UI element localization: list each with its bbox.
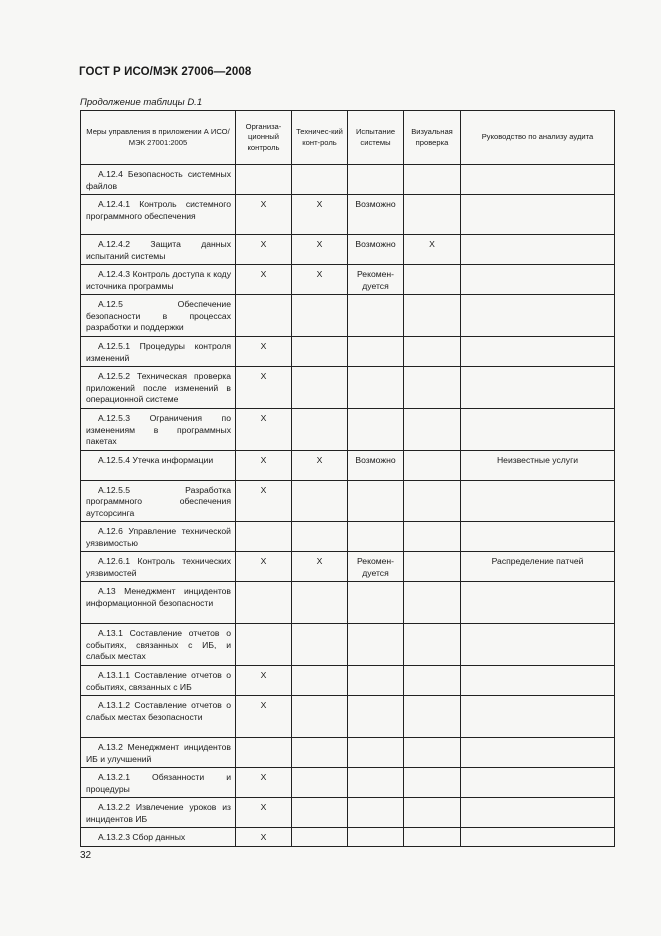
header-visual-check: Визуальная проверка [404, 111, 461, 165]
technical-cell: X [292, 450, 348, 480]
table-row [81, 624, 615, 666]
visual-check-cell [404, 367, 461, 409]
organizational-cell: X [236, 768, 292, 798]
measure-cell: A.12.4.1 Контроль системного программного обеспечения [81, 195, 236, 235]
table-row [81, 480, 615, 522]
table-row [81, 666, 615, 696]
system-test-cell: Рекомен-дуется [348, 552, 404, 582]
system-test-cell [348, 337, 404, 367]
page-number: 32 [80, 850, 92, 861]
organizational-cell: X [236, 798, 292, 828]
audit-guidance-cell [461, 235, 615, 265]
technical-cell [292, 828, 348, 847]
table-row [81, 522, 615, 552]
audit-guidance-cell [461, 337, 615, 367]
system-test-cell [348, 367, 404, 409]
technical-cell [292, 738, 348, 768]
audit-guidance-cell [461, 265, 615, 295]
organizational-cell [236, 624, 292, 666]
system-test-cell [348, 409, 404, 451]
audit-guidance-cell [461, 666, 615, 696]
visual-check-cell [404, 828, 461, 847]
measure-cell: A.12.5.2 Техническая проверка приложений после изменений в операционной системе [81, 367, 236, 409]
system-test-cell [348, 165, 404, 195]
system-test-cell [348, 768, 404, 798]
visual-check-cell [404, 696, 461, 738]
technical-cell: X [292, 552, 348, 582]
table-header-row [81, 111, 615, 165]
system-test-cell: Возможно [348, 235, 404, 265]
audit-guidance-cell: Неизвестные услуги [461, 450, 615, 480]
table-row [81, 337, 615, 367]
audit-guidance-cell [461, 480, 615, 522]
organizational-cell: X [236, 195, 292, 235]
visual-check-cell [404, 450, 461, 480]
visual-check-cell [404, 552, 461, 582]
organizational-cell [236, 738, 292, 768]
visual-check-cell [404, 337, 461, 367]
measure-cell: A.13.2.3 Сбор данных [81, 828, 236, 847]
organizational-cell: X [236, 480, 292, 522]
system-test-cell [348, 582, 404, 624]
organizational-cell: X [236, 450, 292, 480]
header-system-test: Испытание системы [348, 111, 404, 165]
visual-check-cell [404, 624, 461, 666]
visual-check-cell [404, 666, 461, 696]
measure-cell: A.12.5.1 Процедуры контроля изменений [81, 337, 236, 367]
audit-guidance-cell [461, 165, 615, 195]
table-row [81, 582, 615, 624]
system-test-cell [348, 522, 404, 552]
technical-cell [292, 295, 348, 337]
audit-guidance-cell [461, 624, 615, 666]
organizational-cell: X [236, 235, 292, 265]
table-row [81, 738, 615, 768]
table-row [81, 295, 615, 337]
system-test-cell [348, 828, 404, 847]
system-test-cell [348, 624, 404, 666]
table-row [81, 828, 615, 847]
organizational-cell: X [236, 828, 292, 847]
visual-check-cell [404, 195, 461, 235]
document-title: ГОСТ Р ИСО/МЭК 27006—2008 [79, 66, 252, 78]
audit-guidance-cell [461, 195, 615, 235]
technical-cell [292, 367, 348, 409]
system-test-cell [348, 798, 404, 828]
audit-guidance-cell [461, 582, 615, 624]
header-measures: Меры управления в приложении А ИСО/МЭК 27001:2005 [81, 111, 236, 165]
system-test-cell: Рекомен-дуется [348, 265, 404, 295]
table-row [81, 768, 615, 798]
organizational-cell [236, 165, 292, 195]
table-row [81, 450, 615, 480]
table-row [81, 265, 615, 295]
visual-check-cell [404, 295, 461, 337]
header-audit-guidance: Руководство по анализу аудита [461, 111, 615, 165]
organizational-cell [236, 295, 292, 337]
technical-cell [292, 409, 348, 451]
visual-check-cell [404, 165, 461, 195]
visual-check-cell [404, 480, 461, 522]
header-technical: Техничес-кий конт-роль [292, 111, 348, 165]
measure-cell: A.12.4.2 Защита данных испытаний системы [81, 235, 236, 265]
system-test-cell [348, 666, 404, 696]
visual-check-cell [404, 265, 461, 295]
visual-check-cell [404, 409, 461, 451]
table-row [81, 798, 615, 828]
audit-guidance-cell: Распределение патчей [461, 552, 615, 582]
system-test-cell [348, 295, 404, 337]
system-test-cell [348, 738, 404, 768]
measure-cell: A.12.4 Безопасность системных файлов [81, 165, 236, 195]
organizational-cell: X [236, 409, 292, 451]
visual-check-cell [404, 768, 461, 798]
visual-check-cell [404, 798, 461, 828]
technical-cell [292, 582, 348, 624]
measure-cell: A.12.6.1 Контроль технических уязвимостей [81, 552, 236, 582]
measure-cell: A.13.1.2 Составление отчетов о слабых местах безопасности [81, 696, 236, 738]
measure-cell: A.12.5.4 Утечка информации [81, 450, 236, 480]
organizational-cell: X [236, 666, 292, 696]
visual-check-cell [404, 738, 461, 768]
table-row [81, 235, 615, 265]
measure-cell: A.13.2 Менеджмент инцидентов ИБ и улучшений [81, 738, 236, 768]
audit-controls-table [80, 110, 615, 847]
technical-cell [292, 480, 348, 522]
system-test-cell [348, 696, 404, 738]
visual-check-cell [404, 522, 461, 552]
audit-guidance-cell [461, 367, 615, 409]
visual-check-cell: X [404, 235, 461, 265]
table-row [81, 165, 615, 195]
technical-cell [292, 337, 348, 367]
system-test-cell: Возможно [348, 195, 404, 235]
table-row [81, 195, 615, 235]
audit-guidance-cell [461, 696, 615, 738]
system-test-cell [348, 480, 404, 522]
measure-cell: A.12.5.5 Разработка программного обеспечения аутсорсинга [81, 480, 236, 522]
measure-cell: A.13.2.2 Извлечение уроков из инцидентов ИБ [81, 798, 236, 828]
organizational-cell: X [236, 265, 292, 295]
table-body [81, 165, 615, 847]
audit-guidance-cell [461, 768, 615, 798]
audit-guidance-cell [461, 409, 615, 451]
table-row [81, 409, 615, 451]
audit-guidance-cell [461, 798, 615, 828]
organizational-cell: X [236, 367, 292, 409]
header-organizational: Организа-ционный контроль [236, 111, 292, 165]
audit-guidance-cell [461, 828, 615, 847]
organizational-cell [236, 582, 292, 624]
technical-cell [292, 666, 348, 696]
technical-cell [292, 696, 348, 738]
measure-cell: A.13 Менеджмент инцидентов информационной безопасности [81, 582, 236, 624]
measure-cell: A.12.4.3 Контроль доступа к коду источника программы [81, 265, 236, 295]
visual-check-cell [404, 582, 461, 624]
technical-cell [292, 798, 348, 828]
organizational-cell [236, 522, 292, 552]
table-row [81, 696, 615, 738]
technical-cell: X [292, 265, 348, 295]
measure-cell: A.13.1 Составление отчетов о событиях, связанных с ИБ, и слабых местах [81, 624, 236, 666]
organizational-cell: X [236, 552, 292, 582]
audit-guidance-cell [461, 738, 615, 768]
system-test-cell: Возможно [348, 450, 404, 480]
measure-cell: A.12.5.3 Ограничения по изменениям в программных пакетах [81, 409, 236, 451]
audit-guidance-cell [461, 522, 615, 552]
technical-cell [292, 165, 348, 195]
measure-cell: A.13.1.1 Составление отчетов о событиях, связанных с ИБ [81, 666, 236, 696]
measure-cell: A.13.2.1 Обязанности и процедуры [81, 768, 236, 798]
organizational-cell: X [236, 696, 292, 738]
technical-cell [292, 522, 348, 552]
audit-guidance-cell [461, 295, 615, 337]
technical-cell [292, 768, 348, 798]
measure-cell: A.12.6 Управление технической уязвимостью [81, 522, 236, 552]
technical-cell [292, 624, 348, 666]
technical-cell: X [292, 235, 348, 265]
table-caption: Продолжение таблицы D.1 [80, 97, 203, 108]
technical-cell: X [292, 195, 348, 235]
organizational-cell: X [236, 337, 292, 367]
table-row [81, 552, 615, 582]
table-row [81, 367, 615, 409]
measure-cell: A.12.5 Обеспечение безопасности в процессах разработки и поддержки [81, 295, 236, 337]
